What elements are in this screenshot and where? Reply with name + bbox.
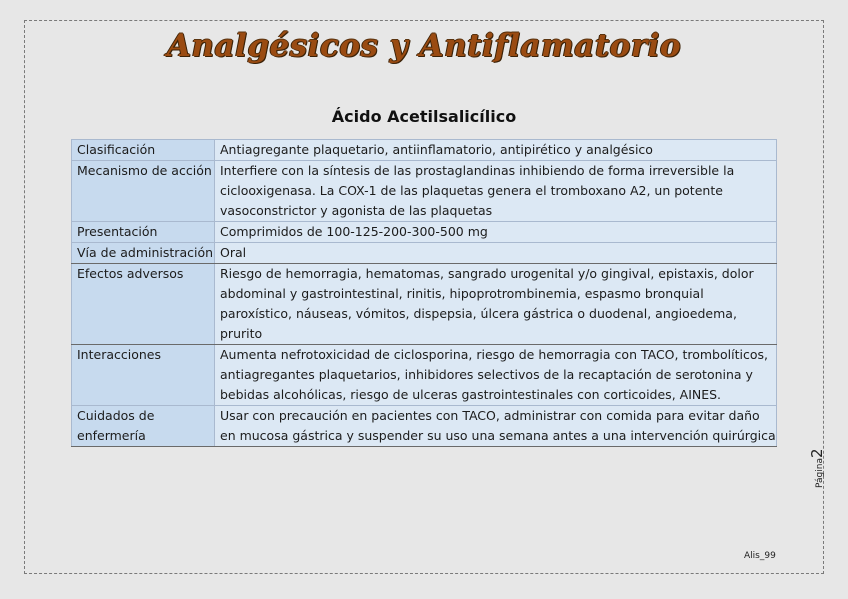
row-label-efectos: Efectos adversos — [72, 264, 215, 345]
table-row — [72, 264, 777, 345]
table-row — [72, 161, 777, 222]
row-value-via: Oral — [215, 243, 777, 264]
table-row — [72, 243, 777, 264]
table-row — [72, 222, 777, 243]
page-title: Analgésicos y Antiflamatorio — [166, 28, 682, 64]
row-value-presentacion: Comprimidos de 100-125-200-300-500 mg — [215, 222, 777, 243]
table-row — [72, 140, 777, 161]
row-value-cuidados: Usar con precaución en pacientes con TACO, administrar con comida para evitar daño en mucosa gástrica y suspender su uso una semana antes a una intervención quirúrgica — [215, 406, 777, 447]
page-label: Página — [815, 458, 825, 488]
page-number — [808, 448, 826, 488]
table-row — [72, 345, 777, 406]
row-label-via: Vía de administración — [72, 243, 215, 264]
author-credit: Alis_99 — [744, 551, 776, 561]
table-row — [72, 406, 777, 447]
row-label-mecanismo: Mecanismo de acción — [72, 161, 215, 222]
page-number-value: 2 — [808, 448, 826, 459]
row-value-efectos: Riesgo de hemorragia, hematomas, sangrado urogenital y/o gingival, epistaxis, dolor abdominal y gastrointestinal, rinitis, hipoprotrombinemia, espasmo bronquial paroxístico, náuseas, vómitos, dispepsia, úlcera gástrica o duodenal, angioedema, prurito — [215, 264, 777, 345]
row-label-clasificacion: Clasificación — [72, 140, 215, 161]
row-label-interacciones: Interacciones — [72, 345, 215, 406]
drug-info-table — [71, 139, 777, 447]
row-label-presentacion: Presentación — [72, 222, 215, 243]
drug-name-heading: Ácido Acetilsalicílico — [331, 107, 517, 126]
row-value-interacciones: Aumenta nefrotoxicidad de ciclosporina, riesgo de hemorragia con TACO, trombolíticos, antiagregantes plaquetarios, inhibidores selectivos de la recaptación de serotonina y bebidas alcohólicas, riesgo de ulceras gastrointestinales con corticoides, AINES. — [215, 345, 777, 406]
row-value-clasificacion: Antiagregante plaquetario, antiinflamatorio, antipirético y analgésico — [215, 140, 777, 161]
row-label-cuidados: Cuidados de enfermería — [72, 406, 215, 447]
row-value-mecanismo: Interfiere con la síntesis de las prostaglandinas inhibiendo de forma irreversible la ciclooxigenasa. La COX-1 de las plaquetas genera el tromboxano A2, un potente vasoconstrictor y agonista de las plaquetas — [215, 161, 777, 222]
